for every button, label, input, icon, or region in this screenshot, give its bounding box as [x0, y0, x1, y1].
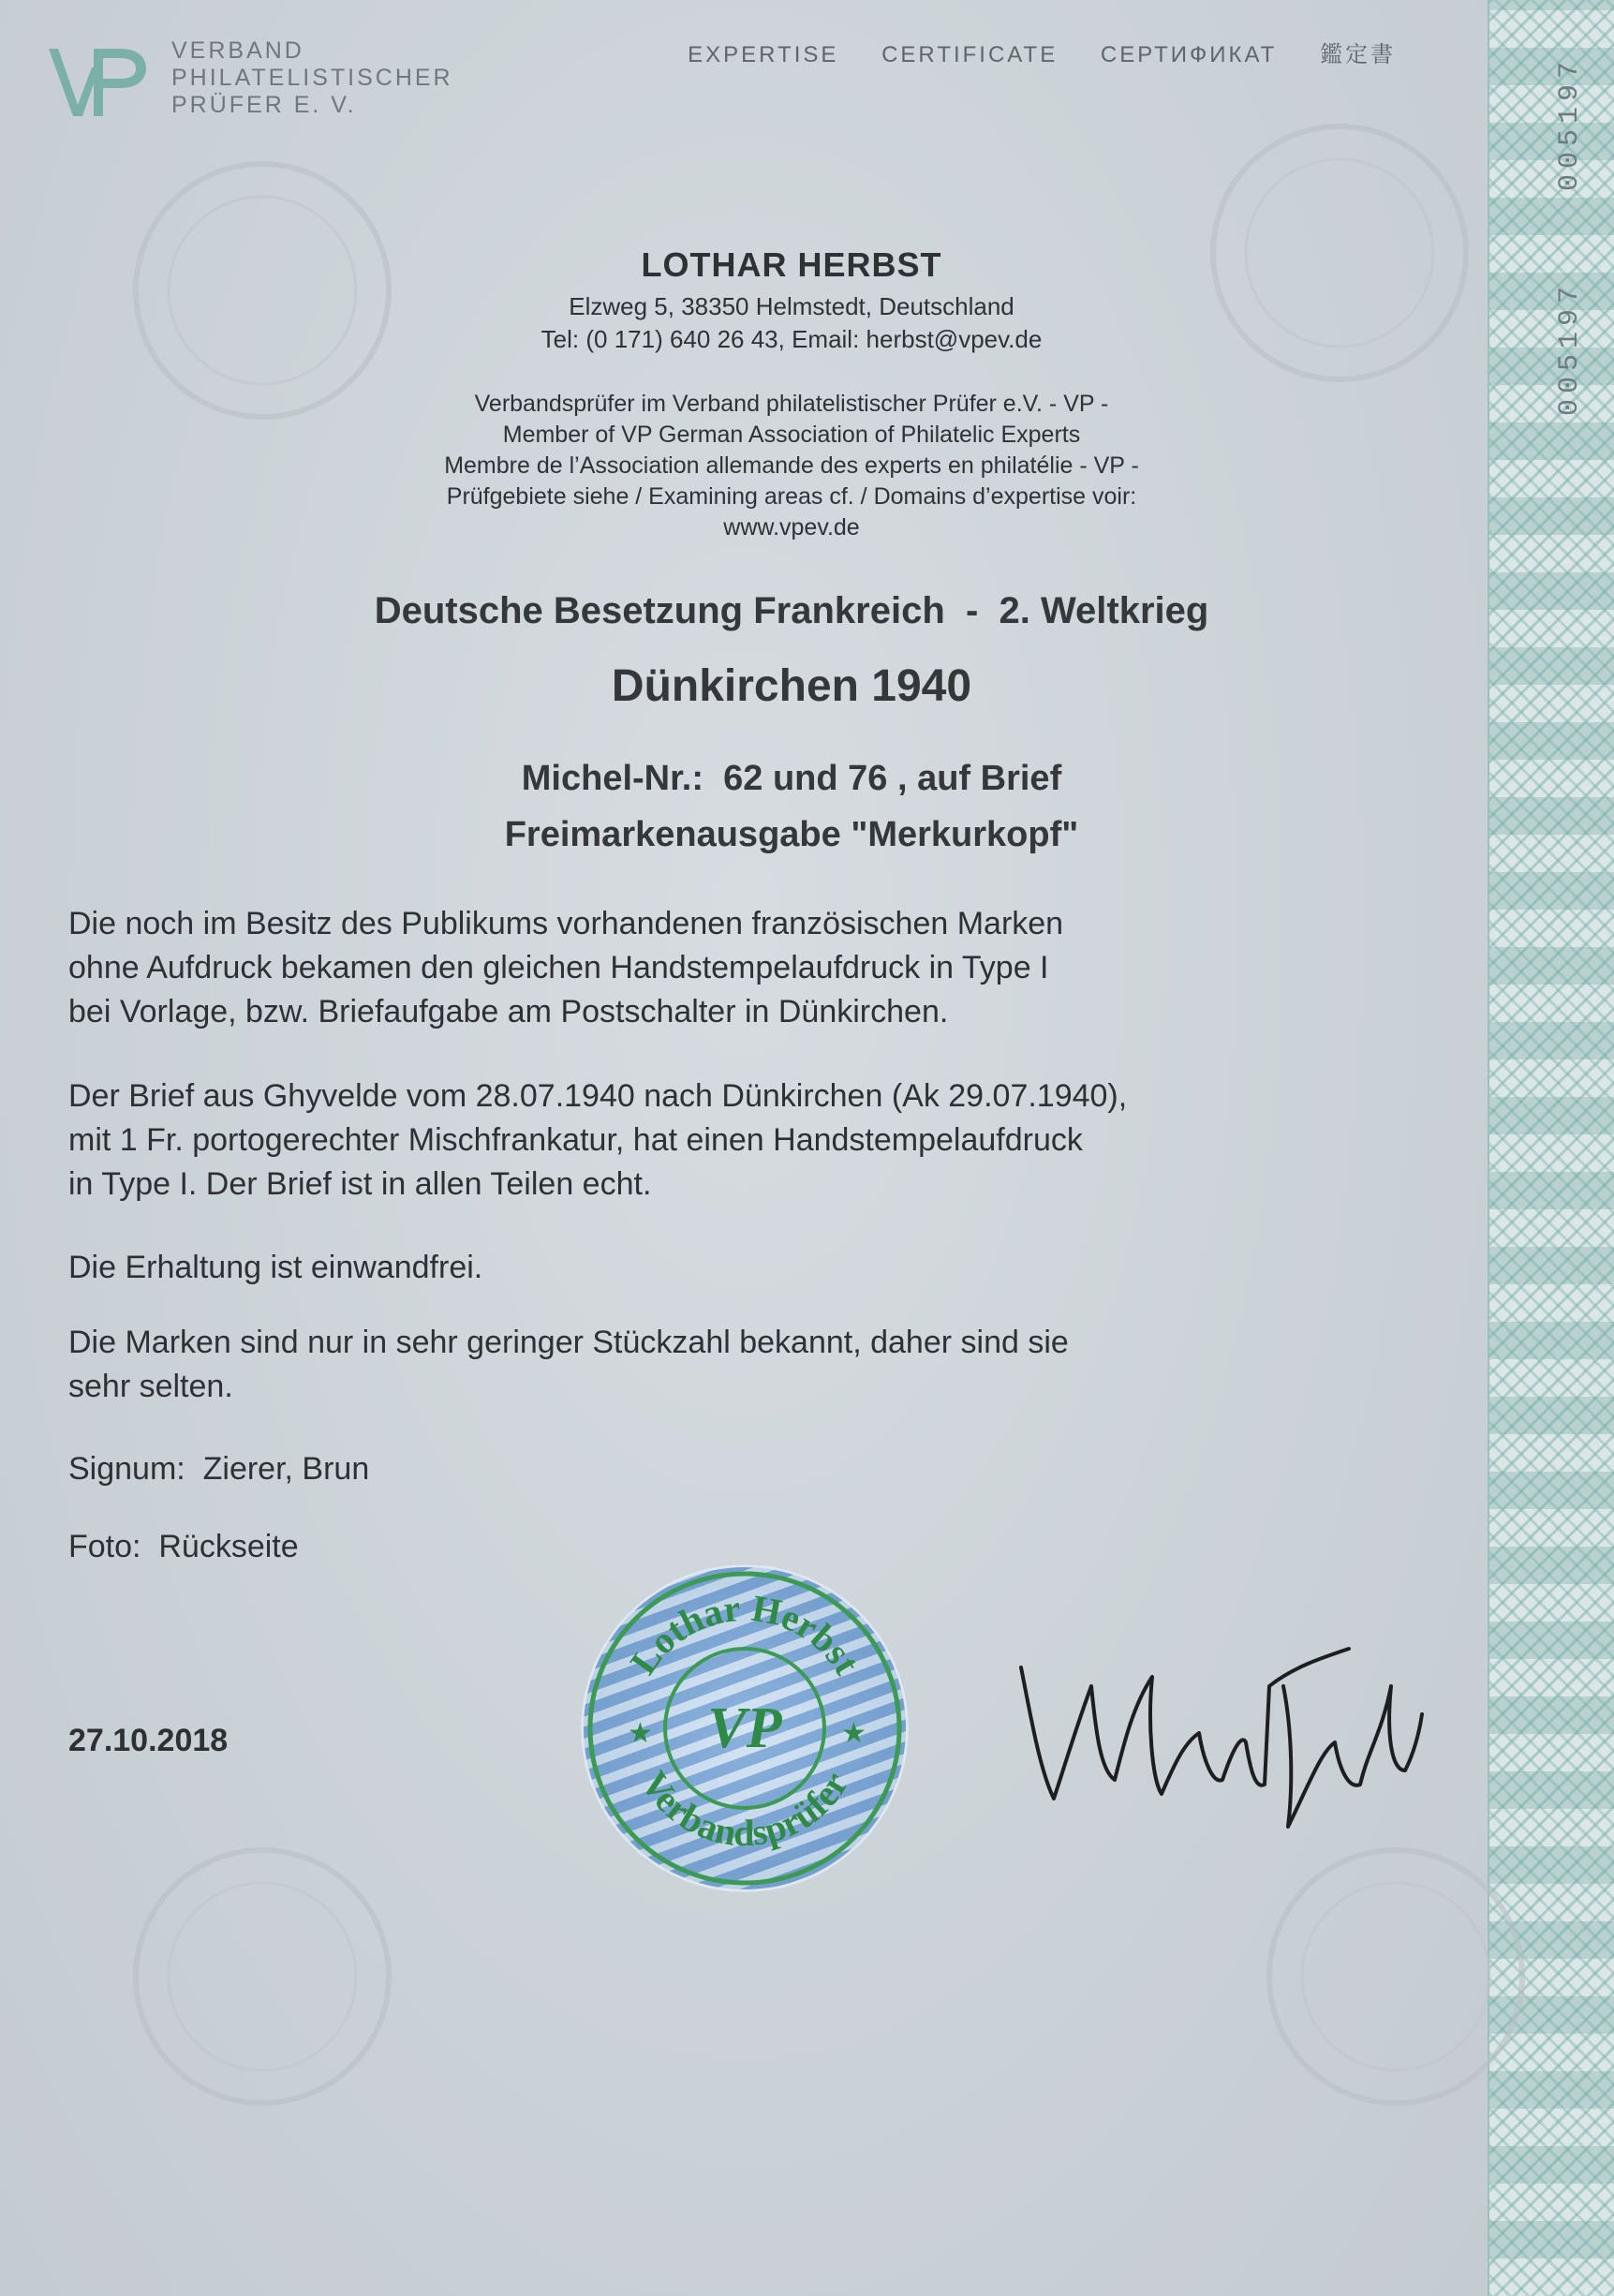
cert-word-expertise: EXPERTISE — [688, 42, 839, 67]
embossed-seal-left-bottom — [122, 1836, 403, 2117]
org-name-line-2: PHILATELISTISCHER — [171, 65, 453, 91]
hologram-text-top: Lothar Herbst — [621, 1586, 868, 1682]
cert-word-russian: СЕРТИФИКАТ — [1100, 42, 1278, 67]
org-name — [171, 37, 453, 119]
cert-word-certificate: CERTIFICATE — [881, 42, 1059, 67]
cert-word-japanese: 鑑定書 — [1320, 42, 1396, 67]
text-line: Die Marken sind nur in sehr geringer Stückzahl bekannt, daher sind sie — [68, 1325, 1069, 1360]
michel-number: Michel-Nr.: 62 und 76 , auf Brief — [521, 759, 1062, 798]
membership-line: Prüfgebiete siehe / Examining areas cf. / Domains d’expertise voir: — [446, 483, 1137, 510]
membership-line: Member of VP German Association of Philatelic Experts — [502, 422, 1081, 448]
signum: Signum: Zierer, Brun — [68, 1451, 370, 1487]
serial-number-middle: 005197 — [1554, 281, 1586, 417]
vp-logo — [45, 39, 157, 126]
paragraph-3 — [68, 1246, 1436, 1290]
subject-area: Deutsche Besetzung Frankreich - 2. Weltkrieg — [374, 590, 1209, 631]
org-name-line-1: VERBAND — [171, 37, 304, 64]
issuer-address: Elzweg 5, 38350 Helmstedt, Deutschland — [569, 292, 1014, 320]
serial-number-top: 005197 — [1554, 56, 1586, 192]
issuer-name: LOTHAR HERBST — [641, 245, 942, 284]
text-line: Die Erhaltung ist einwandfrei. — [68, 1250, 483, 1285]
hologram-text-bottom: Verbandsprüfer — [632, 1763, 857, 1855]
membership-line: Membre de l’Association allemande des experts en philatélie - VP - — [444, 452, 1139, 479]
certificate-title-words — [663, 36, 1396, 68]
membership-line: Verbandsprüfer im Verband philatelistischer Prüfer e.V. - VP - — [474, 391, 1109, 417]
certificate-date: 27.10.2018 — [68, 1723, 229, 1758]
text-line: Der Brief aus Ghyvelde vom 28.07.1940 nach Dünkirchen (Ak 29.07.1940), — [68, 1078, 1128, 1114]
hologram-seal-graphic — [581, 1564, 909, 1892]
hologram-seal — [581, 1564, 909, 1892]
membership-website: www.vpev.de — [723, 514, 860, 541]
text-line: in Type I. Der Brief ist in allen Teilen echt. — [68, 1166, 652, 1202]
paragraph-4 — [68, 1321, 1436, 1409]
star-icon: ★ — [841, 1718, 866, 1749]
org-name-line-3: PRÜFER E. V. — [171, 92, 357, 118]
hologram-center-text: VP — [707, 1696, 782, 1760]
membership-block — [0, 389, 1583, 543]
text-line: mit 1 Fr. portogerechter Mischfrankatur, hat einen Handstempelaufdruck — [68, 1122, 1083, 1158]
handwritten-signature — [1012, 1630, 1424, 1855]
text-line: sehr selten. — [68, 1369, 233, 1404]
embossed-seal-right-bottom — [1255, 1836, 1536, 2117]
issuer-contact: Tel: (0 171) 640 26 43, Email: herbst@vpev.de — [540, 325, 1043, 353]
paragraph-1 — [68, 902, 1436, 1034]
photo-note: Foto: Rückseite — [68, 1529, 299, 1564]
star-icon: ★ — [628, 1718, 653, 1749]
paragraph-2 — [68, 1074, 1436, 1207]
subject-title: Dünkirchen 1940 — [611, 661, 972, 711]
text-line: bei Vorlage, bzw. Briefaufgabe am Postschalter in Dünkirchen. — [68, 994, 949, 1029]
text-line: ohne Aufdruck bekamen den gleichen Handstempelaufdruck in Type I — [68, 950, 1049, 985]
stamp-issue: Freimarkenausgabe "Merkurkopf" — [504, 815, 1079, 854]
text-line: Die noch im Besitz des Publikums vorhandenen französischen Marken — [68, 906, 1064, 941]
